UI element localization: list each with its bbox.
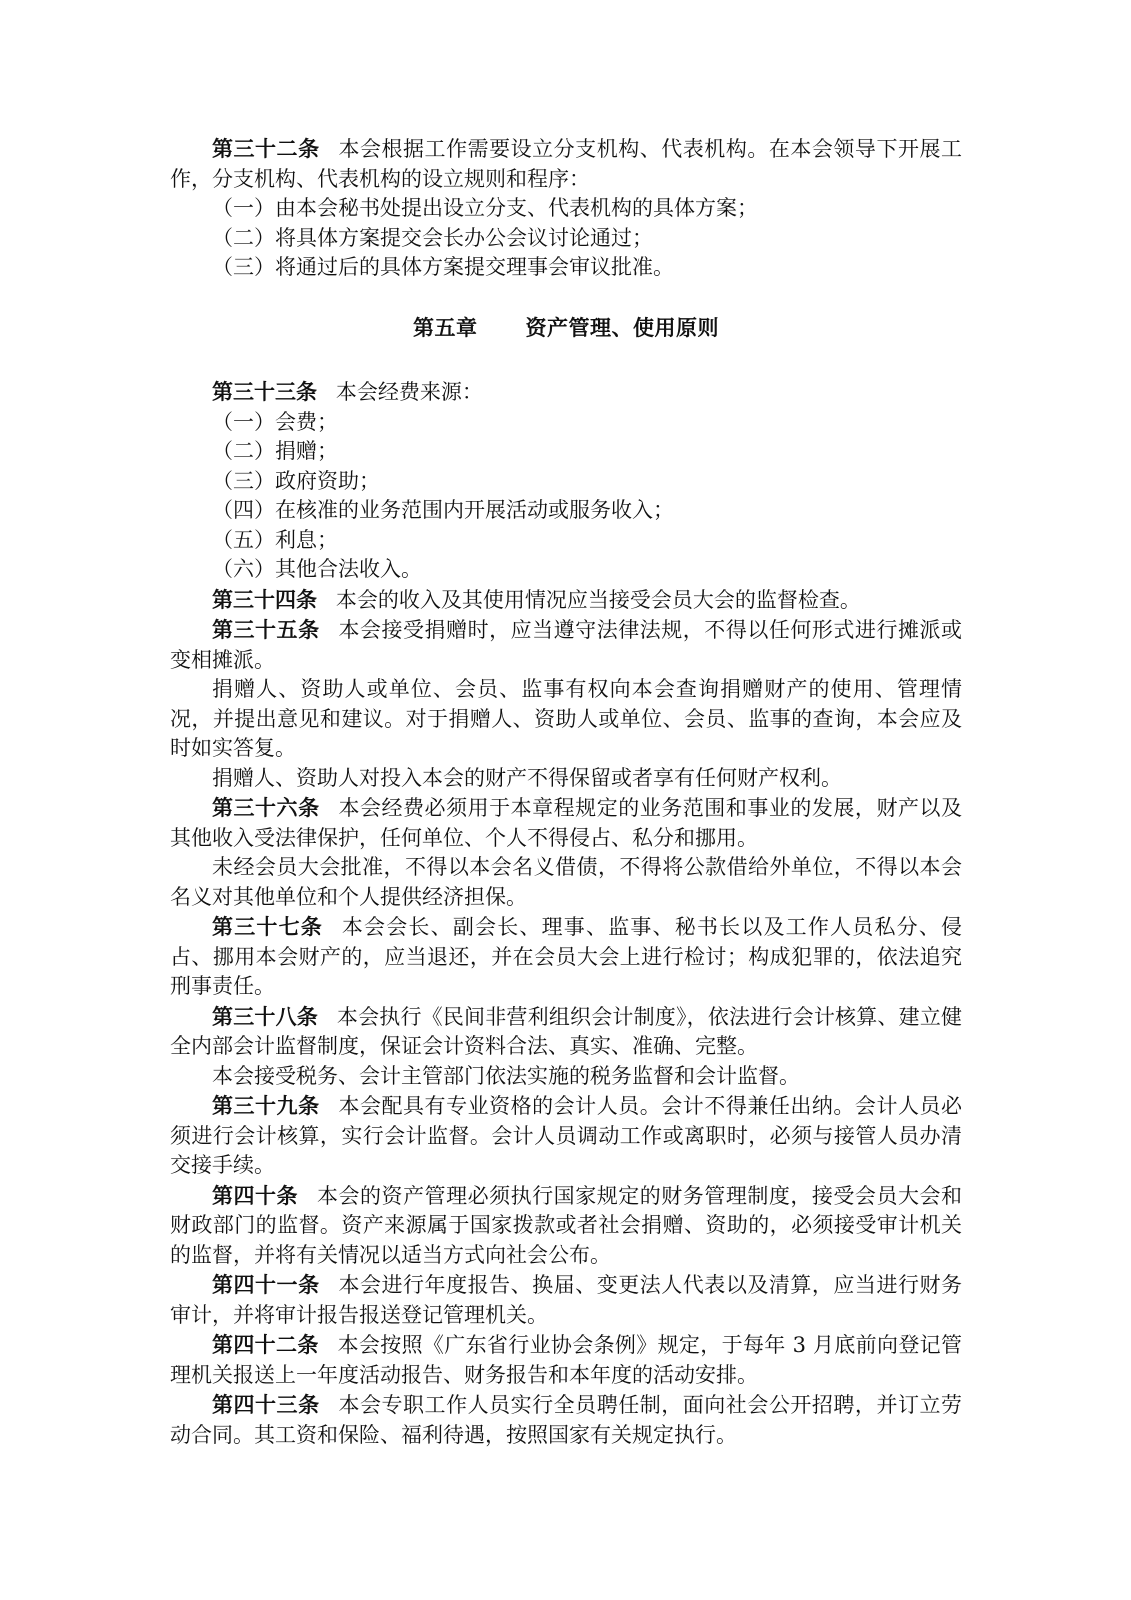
paragraph-text: 本会按照《广东省行业协会条例》规定，于每年 3 月底前向登记管理机关报送上一年度活动报告、财务报告和本年度的活动安排。 <box>170 1333 963 1387</box>
article-paragraph <box>170 1330 962 1390</box>
article-paragraph <box>170 764 962 794</box>
paragraph-text: （三）将通过后的具体方案提交理事会审议批准。 <box>212 255 674 279</box>
article-number: 第三十九条 <box>212 1093 320 1118</box>
article-number: 第三十四条 <box>212 586 317 612</box>
list-item <box>170 496 962 526</box>
paragraph-text: 本会的收入及其使用情况应当接受会员大会的监督检查。 <box>335 587 861 612</box>
list-item <box>170 224 962 254</box>
list-item <box>170 253 962 283</box>
article-number: 第四十条 <box>212 1182 299 1208</box>
article-number: 第三十六条 <box>212 795 320 820</box>
article-number: 第三十八条 <box>212 1003 318 1029</box>
article-number: 第三十二条 <box>212 136 320 161</box>
paragraph-text: 本会的资产管理必须执行国家规定的财务管理制度，接受会员大会和财政部门的监督。资产来源属于国家拨款或者社会捐赠、资助的，必须接受审计机关的监督，并将有关情况以适当方式向社会公布。 <box>170 1183 963 1267</box>
article-number: 第三十三条 <box>212 379 317 404</box>
paragraph-text: 本会接受捐赠时，应当遵守法律法规，不得以任何形式进行摊派或变相摊派。 <box>170 618 962 672</box>
paragraph-text: 捐赠人、资助人对投入本会的财产不得保留或者享有任何财产权利。 <box>212 765 842 790</box>
paragraph-text: （一）会费； <box>212 409 338 434</box>
article-paragraph <box>170 793 962 853</box>
section-before-chapter <box>170 134 962 283</box>
paragraph-text: 捐赠人、资助人或单位、会员、监事有权向本会查询捐赠财产的使用、管理情况，并提出意见和建议。对于捐赠人、资助人或单位、会员、监事的查询，本会应及时如实答复。 <box>170 677 962 760</box>
paragraph-text: 本会接受税务、会计主管部门依法实施的税务监督和会计监督。 <box>212 1063 800 1088</box>
paragraph-text: （五）利息； <box>212 527 338 552</box>
article-paragraph <box>170 675 962 764</box>
paragraph-text: 本会配具有专业资格的会计人员。会计不得兼任出纳。会计人员必须进行会计核算，实行会计监督。会计人员调动工作或离职时，必须与接管人员办清交接手续。 <box>170 1094 962 1177</box>
paragraph-text: （六）其他合法收入。 <box>212 557 422 581</box>
paragraph-text: 本会会长、副会长、理事、监事、秘书长以及工作人员私分、侵占、挪用本会财产的，应当退还，并在会员大会上进行检讨；构成犯罪的，依法追究刑事责任。 <box>170 915 963 998</box>
paragraph-text: （三）政府资助； <box>212 468 380 493</box>
article-number: 第四十二条 <box>212 1332 319 1357</box>
article-paragraph <box>170 585 962 616</box>
list-item <box>170 408 962 438</box>
article-paragraph <box>170 134 962 194</box>
article-number: 第四十三条 <box>212 1392 320 1417</box>
list-item <box>170 555 962 585</box>
list-item <box>170 194 962 224</box>
paragraph-text: 本会执行《民间非营利组织会计制度》，依法进行会计核算、建立健全内部会计监督制度，保证会计资料合法、真实、准确、完整。 <box>170 1004 963 1058</box>
paragraph-text: 本会专职工作人员实行全员聘任制，面向社会公开招聘，并订立劳动合同。其工资和保险、福利待遇，按照国家有关规定执行。 <box>170 1393 962 1447</box>
list-item <box>170 526 962 556</box>
paragraph-text: 本会经费必须用于本章程规定的业务范围和事业的发展，财产以及其他收入受法律保护，任何单位、个人不得侵占、私分和挪用。 <box>170 796 962 850</box>
paragraph-text: （四）在核准的业务范围内开展活动或服务收入； <box>212 498 674 522</box>
paragraph-text: （二）捐赠； <box>212 439 338 463</box>
article-paragraph <box>170 377 962 408</box>
chapter-title: 资产管理、使用原则 <box>525 314 719 340</box>
article-paragraph <box>170 1270 962 1330</box>
paragraph-text: （二）将具体方案提交会长办公会议讨论通过； <box>212 225 653 250</box>
paragraph-text: （一）由本会秘书处提出设立分支、代表机构的具体方案； <box>212 196 758 220</box>
article-paragraph <box>170 1390 962 1450</box>
article-paragraph <box>170 1002 962 1062</box>
list-item <box>170 467 962 497</box>
article-paragraph <box>170 1062 962 1092</box>
section-after-chapter <box>170 377 962 1450</box>
article-paragraph <box>170 912 962 1002</box>
paragraph-text: 本会经费来源： <box>335 380 483 404</box>
article-paragraph <box>170 615 962 675</box>
article-number: 第三十五条 <box>212 617 320 642</box>
paragraph-text: 未经会员大会批准，不得以本会名义借债，不得将公款借给外单位，不得以本会名义对其他单位和个人提供经济担保。 <box>170 855 962 909</box>
document-body <box>170 134 962 1450</box>
article-number: 第三十七条 <box>212 914 323 939</box>
article-paragraph <box>170 1181 962 1271</box>
chapter-heading <box>170 313 962 343</box>
paragraph-text: 本会进行年度报告、换届、变更法人代表以及清算，应当进行财务审计，并将审计报告报送登记管理机关。 <box>170 1273 962 1327</box>
chapter-number: 第五章 <box>413 314 478 340</box>
article-paragraph <box>170 853 962 912</box>
article-number: 第四十一条 <box>212 1272 320 1297</box>
paragraph-text: 本会根据工作需要设立分支机构、代表机构。在本会领导下开展工作，分支机构、代表机构的设立规则和程序： <box>170 137 962 191</box>
list-item <box>170 437 962 467</box>
article-paragraph <box>170 1091 962 1181</box>
